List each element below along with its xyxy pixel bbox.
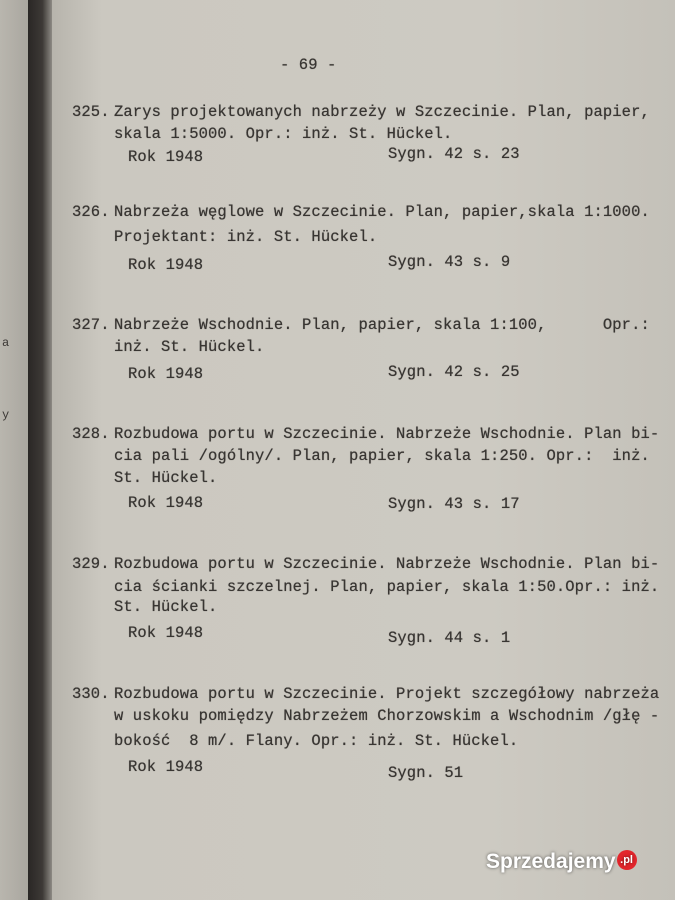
watermark-logo: [486, 850, 637, 874]
entry-description-line: Rozbudowa portu w Szczecinie. Nabrzeże Wschodnie. Plan bi-: [114, 555, 660, 573]
entry-description-line: Rozbudowa portu w Szczecinie. Projekt szczegółowy nabrzeża: [114, 685, 660, 703]
entry-year: Rok 1948: [128, 758, 204, 776]
entry-description-line: St. Hückel.: [114, 598, 218, 616]
entry-signature: Sygn. 42 s. 23: [388, 145, 520, 163]
entry-year: Rok 1948: [128, 494, 204, 512]
entry-description-line: Projektant: inż. St. Hückel.: [114, 228, 378, 246]
entry-description-line: Nabrzeże Wschodnie. Plan, papier, skala 1:100, Opr.:: [114, 316, 650, 334]
previous-page-fragment: y: [2, 408, 10, 422]
entry-number: 327.: [72, 316, 110, 334]
entry-year: Rok 1948: [128, 148, 204, 166]
entry-description-line: skala 1:5000. Opr.: inż. St. Hückel.: [114, 125, 453, 143]
watermark-text: Sprzedajemy: [486, 850, 616, 873]
entry-description-line: Nabrzeża węglowe w Szczecinie. Plan, papier,skala 1:1000.: [114, 203, 650, 221]
entry-signature: Sygn. 44 s. 1: [388, 629, 511, 647]
entry-number: 330.: [72, 685, 110, 703]
watermark-suffix: .pl: [617, 850, 637, 870]
entry-description-line: cia pali /ogólny/. Plan, papier, skala 1:250. Opr.: inż.: [114, 447, 650, 465]
previous-page-edge: [0, 0, 30, 900]
entry-number: 328.: [72, 425, 110, 443]
entry-number: 329.: [72, 555, 110, 573]
previous-page-fragment: a: [2, 336, 10, 350]
page-number: - 69 -: [280, 56, 337, 74]
book-gutter: [28, 0, 52, 900]
entry-description-line: bokość 8 m/. Flany. Opr.: inż. St. Hückel.: [114, 732, 519, 750]
entry-description-line: Zarys projektowanych nabrzeży w Szczecinie. Plan, papier,: [114, 103, 650, 121]
entry-description-line: Rozbudowa portu w Szczecinie. Nabrzeże Wschodnie. Plan bi-: [114, 425, 660, 443]
entry-year: Rok 1948: [128, 256, 204, 274]
entry-year: Rok 1948: [128, 365, 204, 383]
entry-number: 326.: [72, 203, 110, 221]
entry-signature: Sygn. 51: [388, 764, 464, 782]
entry-description-line: w uskoku pomiędzy Nabrzeżem Chorzowskim a Wschodnim /głę -: [114, 707, 660, 725]
entry-year: Rok 1948: [128, 624, 204, 642]
entry-number: 325.: [72, 103, 110, 121]
entry-signature: Sygn. 42 s. 25: [388, 363, 520, 381]
entry-description-line: cia ścianki szczelnej. Plan, papier, skala 1:50.Opr.: inż.: [114, 578, 660, 596]
entry-description-line: inż. St. Hückel.: [114, 338, 265, 356]
entry-description-line: St. Hückel.: [114, 469, 218, 487]
entry-signature: Sygn. 43 s. 9: [388, 253, 511, 271]
entry-signature: Sygn. 43 s. 17: [388, 495, 520, 513]
